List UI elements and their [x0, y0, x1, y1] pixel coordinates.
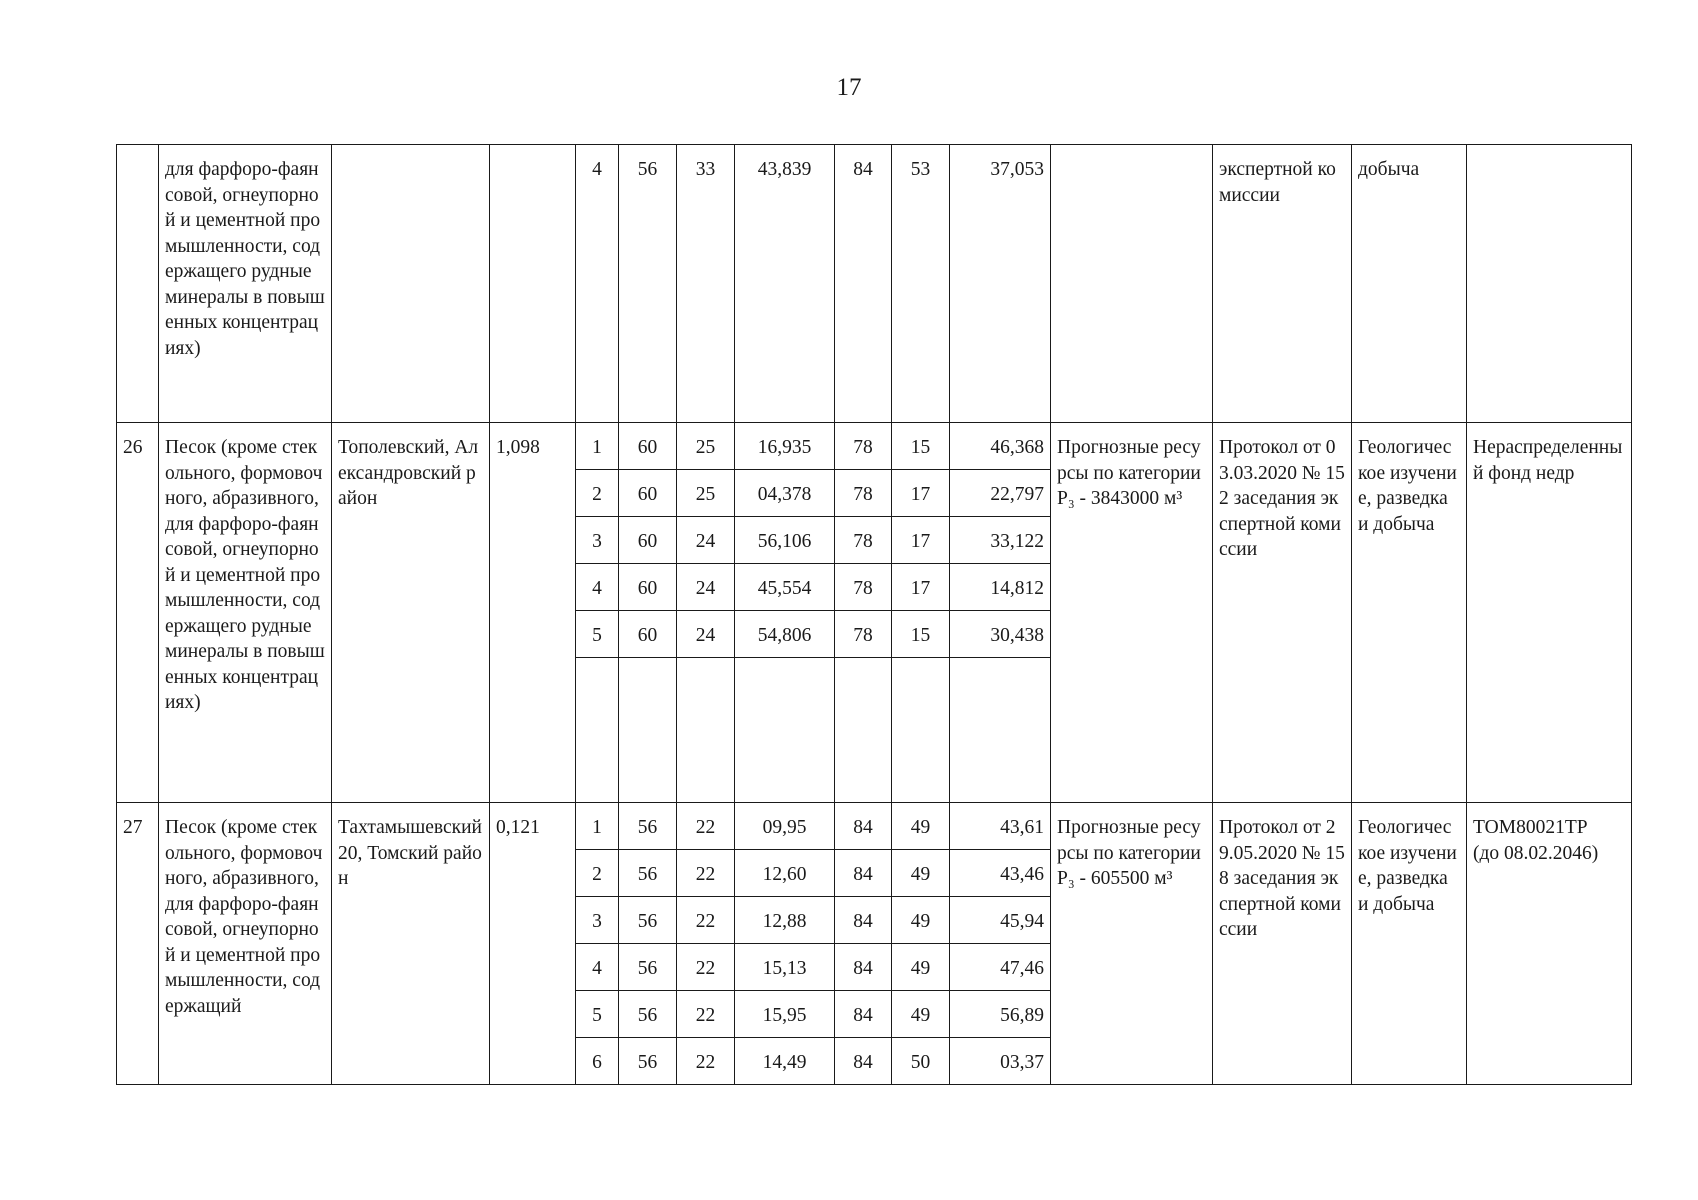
lon-minutes: 49	[892, 991, 950, 1038]
area-cell: 0,121	[490, 803, 576, 1085]
lat-seconds: 15,13	[735, 944, 835, 991]
lon-seconds: 14,812	[950, 564, 1051, 611]
lon-minutes: 49	[892, 944, 950, 991]
basis-cell: Протокол от 29.05.2020 № 158 заседания экспертной комиссии	[1213, 803, 1352, 1085]
lat-degrees: 56	[619, 145, 677, 423]
lon-degrees: 78	[835, 611, 892, 658]
lat-minutes: 22	[677, 803, 735, 850]
lon-degrees: 78	[835, 517, 892, 564]
lon-seconds: 47,46	[950, 944, 1051, 991]
lon-degrees: 84	[835, 1038, 892, 1085]
lon-degrees: 84	[835, 944, 892, 991]
location-cell	[332, 145, 490, 423]
lat-degrees: 60	[619, 470, 677, 517]
registry-row-27	[117, 803, 1632, 1085]
lon-seconds: 30,438	[950, 611, 1051, 658]
lon-degrees: 84	[835, 803, 892, 850]
lat-minutes: 25	[677, 470, 735, 517]
point-number: 1	[576, 423, 619, 470]
lon-minutes: 53	[892, 145, 950, 423]
lat-minutes-empty	[677, 658, 735, 803]
point-number: 1	[576, 803, 619, 850]
point-number-empty	[576, 658, 619, 803]
lon-minutes: 17	[892, 517, 950, 564]
lat-degrees: 56	[619, 991, 677, 1038]
location-cell: Тополевский, Александровский район	[332, 423, 490, 803]
lon-seconds: 45,94	[950, 897, 1051, 944]
mineral-cell: для фарфоро-фаянсовой, огнеупорной и цементной промышленности, содержащего рудные минералы в повышенных концентрациях)	[159, 145, 332, 423]
lat-seconds: 09,95	[735, 803, 835, 850]
lat-degrees: 56	[619, 897, 677, 944]
point-number: 4	[576, 564, 619, 611]
point-number: 2	[576, 470, 619, 517]
lon-degrees: 84	[835, 850, 892, 897]
lat-minutes: 24	[677, 564, 735, 611]
lat-degrees: 56	[619, 850, 677, 897]
lat-seconds-empty	[735, 658, 835, 803]
point-number: 4	[576, 145, 619, 423]
resources-cell	[1051, 145, 1213, 423]
table-row	[117, 803, 1632, 850]
lat-seconds: 12,88	[735, 897, 835, 944]
lon-seconds: 37,053	[950, 145, 1051, 423]
mineral-cell: Песок (кроме стекольного, формовочного, абразивного, для фарфоро-фаянсовой, огнеупорной и цементной промышленности, содержащий	[159, 803, 332, 1085]
lat-degrees: 60	[619, 611, 677, 658]
lon-degrees: 78	[835, 564, 892, 611]
license-cell	[1467, 145, 1632, 423]
point-number: 6	[576, 1038, 619, 1085]
purpose-cell: Геологическое изучение, разведка и добыча	[1352, 803, 1467, 1085]
lon-minutes: 49	[892, 897, 950, 944]
lat-seconds: 16,935	[735, 423, 835, 470]
resources-cell: Прогнозные ресурсы по категории Р₃ - 3843000 м³	[1051, 423, 1213, 803]
lon-minutes: 49	[892, 850, 950, 897]
lat-minutes: 24	[677, 517, 735, 564]
lat-minutes: 22	[677, 991, 735, 1038]
lon-minutes: 50	[892, 1038, 950, 1085]
registry-row-26	[117, 423, 1632, 803]
continuation-block	[117, 145, 1632, 423]
lat-degrees-empty	[619, 658, 677, 803]
row-number-cell: 26	[117, 423, 159, 803]
lat-degrees: 60	[619, 423, 677, 470]
lon-seconds: 03,37	[950, 1038, 1051, 1085]
lat-seconds: 43,839	[735, 145, 835, 423]
license-cell: Нераспределенный фонд недр	[1467, 423, 1632, 803]
lon-degrees: 84	[835, 897, 892, 944]
point-number: 3	[576, 517, 619, 564]
lon-degrees: 84	[835, 145, 892, 423]
location-cell: Тахтамышевский 20, Томский район	[332, 803, 490, 1085]
lat-degrees: 56	[619, 944, 677, 991]
lat-minutes: 22	[677, 850, 735, 897]
lat-seconds: 56,106	[735, 517, 835, 564]
lon-degrees: 78	[835, 470, 892, 517]
lon-seconds: 22,797	[950, 470, 1051, 517]
point-number: 3	[576, 897, 619, 944]
lat-minutes: 33	[677, 145, 735, 423]
point-number: 4	[576, 944, 619, 991]
lat-seconds: 45,554	[735, 564, 835, 611]
lat-seconds: 12,60	[735, 850, 835, 897]
lon-seconds-empty	[950, 658, 1051, 803]
lon-degrees-empty	[835, 658, 892, 803]
lat-seconds: 54,806	[735, 611, 835, 658]
lon-seconds: 46,368	[950, 423, 1051, 470]
lon-minutes: 17	[892, 470, 950, 517]
basis-cell: Протокол от 03.03.2020 № 152 заседания экспертной комиссии	[1213, 423, 1352, 803]
area-cell	[490, 145, 576, 423]
table-row	[117, 145, 1632, 423]
basis-cell: экспертной комиссии	[1213, 145, 1352, 423]
lat-seconds: 04,378	[735, 470, 835, 517]
lat-degrees: 60	[619, 564, 677, 611]
lat-minutes: 22	[677, 897, 735, 944]
lon-seconds: 43,61	[950, 803, 1051, 850]
purpose-cell: Геологическое изучение, разведка и добыча	[1352, 423, 1467, 803]
subsoil-registry-table	[116, 144, 1632, 1085]
lon-minutes: 15	[892, 423, 950, 470]
page-number: 17	[836, 74, 862, 101]
lon-seconds: 56,89	[950, 991, 1051, 1038]
resources-cell: Прогнозные ресурсы по категории Р₃ - 605500 м³	[1051, 803, 1213, 1085]
table-row	[117, 423, 1632, 470]
point-number: 2	[576, 850, 619, 897]
lon-degrees: 84	[835, 991, 892, 1038]
lon-seconds: 33,122	[950, 517, 1051, 564]
lat-degrees: 60	[619, 517, 677, 564]
lon-minutes: 49	[892, 803, 950, 850]
mineral-cell: Песок (кроме стекольного, формовочного, абразивного, для фарфоро-фаянсовой, огнеупорной и цементной промышленности, содержащего рудные минералы в повышенных концентрациях)	[159, 423, 332, 803]
lon-seconds: 43,46	[950, 850, 1051, 897]
area-cell: 1,098	[490, 423, 576, 803]
lat-seconds: 14,49	[735, 1038, 835, 1085]
lat-minutes: 22	[677, 944, 735, 991]
lon-degrees: 78	[835, 423, 892, 470]
lat-seconds: 15,95	[735, 991, 835, 1038]
lon-minutes: 15	[892, 611, 950, 658]
point-number: 5	[576, 991, 619, 1038]
row-number-cell	[117, 145, 159, 423]
license-cell: ТОМ80021ТР (до 08.02.2046)	[1467, 803, 1632, 1085]
lat-degrees: 56	[619, 803, 677, 850]
row-number-cell: 27	[117, 803, 159, 1085]
lat-minutes: 22	[677, 1038, 735, 1085]
lat-minutes: 24	[677, 611, 735, 658]
point-number: 5	[576, 611, 619, 658]
lon-minutes: 17	[892, 564, 950, 611]
lat-minutes: 25	[677, 423, 735, 470]
lon-minutes-empty	[892, 658, 950, 803]
lat-degrees: 56	[619, 1038, 677, 1085]
purpose-cell: добыча	[1352, 145, 1467, 423]
